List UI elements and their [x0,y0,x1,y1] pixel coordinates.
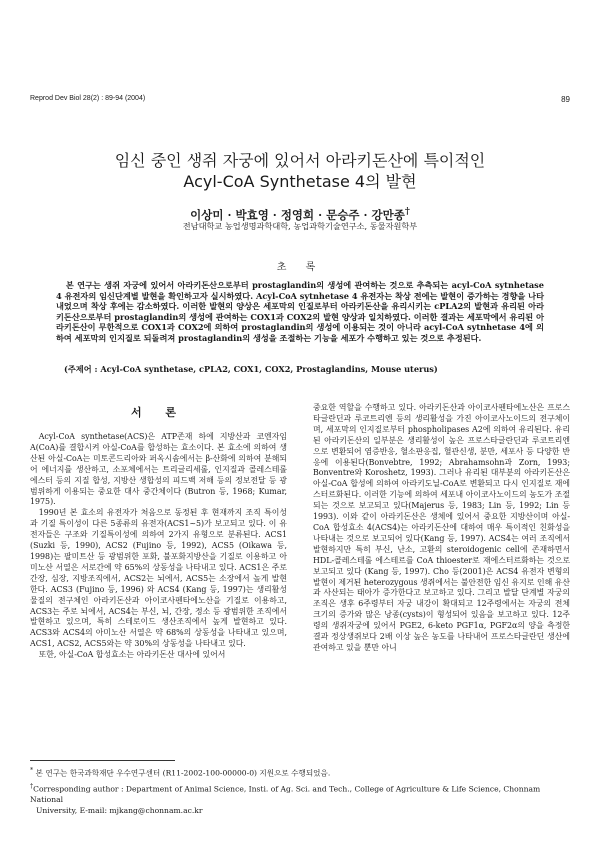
running-header [30,95,570,107]
section-heading: 서 론 [130,406,187,419]
footnote-mark: † [30,783,34,790]
paper-title [0,150,600,192]
affiliation: 전남대학교 농업생명과학대학, 농업과학기술연구소, 동물자원학부 [182,221,418,231]
right-column [313,403,570,654]
footnote-funding [30,766,570,779]
author-names: 이상미 · 박효영 · 정영희 · 문승주 · 강만종 [190,207,405,222]
corresponding-mark: † [404,206,410,217]
abstract-heading: 초 록 [276,262,324,273]
footnote-mark: * [30,767,34,774]
abstract-text: 본 연구는 생쥐 자궁에 있어서 아라키돈산으로부터 prostaglandin의 생성에 관여하는 것으로 추측되는 acyl-CoA sytnhetase 4 유전자의 임신단계별 발현을 확인하고자 실시하였다. Acyl-CoA sytnhetase 4 유전자는 착상 전에는 발현이 증가하는 경향을 나타내었으며 착상 후에는 감소하였다. 이러한 발현의 양상은 세포막의 인질로부터 아라키돈산을 유리시키는 cPLA2의 발현과 유리된 아라키돈산으로부터 prostaglandin의 생성에 관여하는 COX1과 COX2의 발현 양상과 일치하였다. 이러한 결과는 세포막에서 유리된 아라키돈산이 무한적으로 COX1과 COX2에 의하여 prostaglandin의 생성에 이용되는 것이 아니라 acyl-CoA sytnhetase 4에 의하여 세포막의 인지질로 되돌려져 prostaglandin의 생성을 조절하는 기능을 세포가 수행하고 있는 것으로 추정된다. [56,280,544,343]
paragraph: 중요한 역할을 수행하고 있다. 아라키돈산과 아이코사펜타에노산은 프로스타글란딘과 루코트리엔 등의 생리활성을 가진 아이코사노이드의 전구체이며, 세포막의 인지질로부터 phospholipases A2에 의하여 유리된다. 유리된 아라키돈산의 일부분은 생리활성이 높은 프로스타글란딘과 루코트리엔으로 변환되어 염증반응, 혈소판응집, 혈관신생, 분만, 세포사 등 다양한 반응에 이용된다(Bonvebtre, 1992; Abrahamsohn과 Zorn, 1993; Bonventre와 Koroshetz, 1993). 그러나 유리된 대부분의 아라키돈산은 아실-CoA 합성에 의하여 아라키도닐-CoA로 변환되고 다시 인지질로 재에스터르화된다. 이러한 기능에 의하여 세포내 아이코사노이드의 농도가 조절되는 것으로 보고되고 있다(Majerus 등, 1983; Lin 등, 1992; Lin 등 1993). 이와 같이 아라키돈산은 생체에 있어서 중요한 지방산이며 아실-CoA 합성효소 4(ACS4)는 아라키돈산에 대하여 매우 특이적인 친화성을 나타내는 것으로 보고되어 있다(Kang 등, 1997). ACS4는 여러 조직에서 발현하지만 특히 부신, 난소, 고환의 steroidogenic cell에 존재하면서 HDL-콜레스테롤 에스테르를 CoA thioester로 재에스터르화하는 것으로 보고되고 있다 (Kang 등, 1997). Cho 등(2001)은 ACS4 유전자 변형의 발현이 제거된 heterozygous 생쥐에서는 불안전한 임신 유지로 인해 유산과 사산되는 태아가 증가한다고 보고하고 있다. 그리고 발달 단계별 자궁의 조직은 생후 6주령부터 자궁 내강이 확대되고 12주령에서는 자궁의 전체 크기의 증가와 많은 낭종(cysts)이 형성되어 있음을 보고하고 있다. 12주령의 생쥐자궁에 있어서 PGE2, 6-keto PGF1α, PGF2α의 양을 측정한 결과 정상생쥐보다 2배 이상 높은 농도를 나타내어 프로스타글란딘 생산에 관여하고 있을 뿐만 아니 [313,403,570,652]
footnote-text: 본 연구는 한국과학재단 우수연구센터 (R11-2002-100-00000-0) 지원으로 수행되었음. [35,768,331,778]
keywords: (주제어 : Acyl-CoA synthetase, cPLA2, COX1, COX2, Prostaglandins, Mouse uterus) [64,364,438,374]
footnote-divider [30,760,175,761]
paragraph: 또한, 아실-CoA 합성효소는 아라키돈산 대사에 있어서 [38,650,226,660]
journal-citation: Reprod Dev Biol 28(2) : 89-94 (2004) [30,95,146,102]
paragraph: 1990년 본 효소의 유전자가 처음으로 동정된 후 현재까지 조직 특이성과 기질 특이성이 다른 5종류의 유전자(ACS1~5)가 보고되고 있다. 이 유전자들은 구조와 기질특이성에 의하여 2가지 유형으로 분류된다. ACS1 (Suzki 등, 1990), ACS2 (Fujino 등, 1992), ACS5 (Oikawa 등, 1998)는 팔미트산 등 광범위한 포화, 불포화지방산을 기질로 이용하고 아미노산 서열은 서로간에 약 65%의 상동성을 나타내고 있다. ACS1은 주로 간장, 심장, 지방조직에서, ACS2는 뇌에서, ACS5는 소장에서 높게 발현한다. ACS3 (Fujino 등, 1996) 와 ACS4 (Kang 등, 1997)는 생리활성물질의 전구체인 아라키돈산과 아이코사펜타에노산을 기질로 이용하고, ACS3는 주로 뇌에서, ACS4는 부신, 뇌, 간장, 정소 등 광범위한 조직에서 발현하고 있으며, 특히 스테로이드 생산조직에서 높게 발현하고 있다. ACS3와 ACS4의 아미노산 서열은 약 68%의 상동성을 나타내고 있으며, ACS1, ACS2, ACS5와는 약 30%의 상동성을 나타내고 있다. [30,508,287,649]
paragraph: Acyl-CoA synthetase(ACS)은 ATP존재 하에 지방산과 코엔자임 A(CoA)를 결합시켜 아실-CoA를 합성하는 효소이다. 본 효소에 의하여 생산된 아실-CoA는 미토콘드리아와 퍼옥시솜에서는 β-산화에 의하여 분해되어 에너지를 생산하고, 소포체에서는 트리글리세롤, 인지질과 콜레스테롤 에스터 등의 지질 합성, 지방산 생합성의 피드백 저해 등의 정보전달 등 광범위하게 이용되는 중요한 대사 중간체이다 (Butron 등, 1968; Kumar, 1975). [30,432,287,507]
left-column [30,432,287,661]
footnote-text: Corresponding author : Department of Animal Science, Insti. of Ag. Sci. and Tech., College of Agriculture & Life Science, Chonnam National [30,784,541,805]
footnote-email: University, E-mail: mjkang@chonnam.ac.kr [36,806,203,816]
title-line-1: 임신 중인 생쥐 자궁에 있어서 아라키돈산에 특이적인 [114,151,486,170]
footnote-corresponding [30,782,570,817]
page-number: 89 [561,95,570,104]
title-line-2: Acyl-CoA Synthetase 4의 발현 [183,172,417,191]
